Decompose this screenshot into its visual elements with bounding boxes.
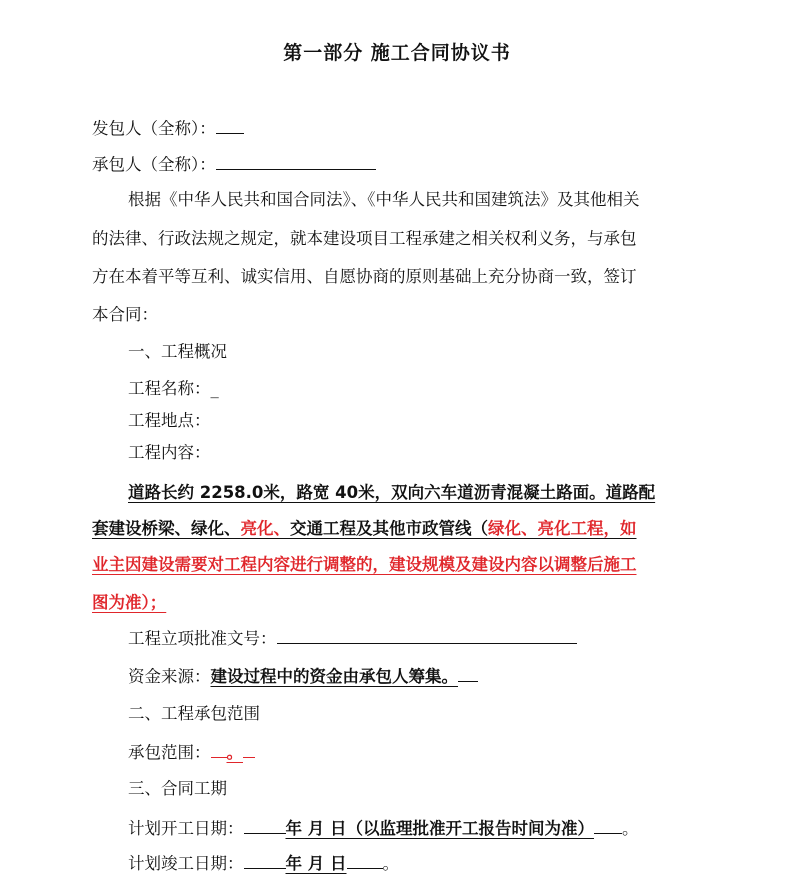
section-heading: 二、工程承包范围 xyxy=(128,704,260,723)
employer-line xyxy=(92,117,244,140)
contractor-line xyxy=(92,153,376,176)
start-date-value: 年 月 日（以监理批准开工报告时间为准） xyxy=(285,819,594,838)
funding-blank xyxy=(458,665,478,682)
preamble-line: 本合同： xyxy=(92,305,158,324)
start-date-label: 计划开工日期： xyxy=(128,819,244,838)
approval-line xyxy=(128,627,577,650)
start-date-line xyxy=(128,817,639,840)
finish-date-blank[interactable] xyxy=(244,852,286,869)
start-date-end: 。 xyxy=(622,819,639,838)
preamble-line: 的法律、行政法规之规定，就本建设项目工程承建之相关权利义务，与承包 xyxy=(92,229,637,248)
project-location-label: 工程地点： xyxy=(128,411,211,430)
content-segment-emphasis: 亮化、 xyxy=(240,519,290,538)
scope-line xyxy=(128,741,255,764)
section-heading: 三、合同工期 xyxy=(128,779,227,798)
finish-date-value: 年 月 日 xyxy=(285,854,347,873)
section-heading: 一、工程概况 xyxy=(128,342,227,361)
project-content-label: 工程内容： xyxy=(128,443,211,462)
scope-blank-tail xyxy=(243,741,255,758)
funding-label: 资金来源： xyxy=(128,667,211,686)
project-content-text: 道路长约 2258.0米，路宽 40米，双向六车道沥青混凝土路面。道路配 xyxy=(128,483,656,502)
scope-label: 承包范围： xyxy=(128,743,211,762)
page-title: 第一部分 施工合同协议书 xyxy=(283,42,511,64)
project-content-text xyxy=(92,518,637,540)
contractor-blank[interactable] xyxy=(216,153,376,170)
finish-date-blank-tail xyxy=(347,852,383,869)
finish-date-end: 。 xyxy=(382,854,399,873)
finish-date-line xyxy=(128,852,399,875)
employer-label: 发包人（全称）： xyxy=(92,119,216,138)
project-content-text: 图为准）； xyxy=(92,593,167,612)
scope-value: 。 xyxy=(226,743,243,762)
content-segment-emphasis: 绿化、亮化工程，如 xyxy=(488,519,637,538)
start-date-blank-tail xyxy=(594,817,622,834)
start-date-blank[interactable] xyxy=(244,817,286,834)
project-name-label: 工程名称：_ xyxy=(128,379,219,398)
scope-blank[interactable] xyxy=(211,741,227,758)
funding-line xyxy=(128,665,478,688)
content-segment: 交通工程及其他市政管线（ xyxy=(290,519,488,538)
employer-blank[interactable] xyxy=(216,117,244,134)
contractor-label: 承包人（全称）： xyxy=(92,155,216,174)
preamble-line: 方在本着平等互利、诚实信用、自愿协商的原则基础上充分协商一致，签订 xyxy=(92,267,637,286)
finish-date-label: 计划竣工日期： xyxy=(128,854,244,873)
approval-label: 工程立项批准文号： xyxy=(128,629,277,648)
funding-value: 建设过程中的资金由承包人筹集。 xyxy=(210,667,458,686)
preamble-line: 根据《中华人民共和国合同法》、《中华人民共和国建筑法》及其他相关 xyxy=(128,190,640,209)
content-segment: 套建设桥梁、绿化、 xyxy=(92,519,241,538)
project-content-text: 业主因建设需要对工程内容进行调整的，建设规模及建设内容以调整后施工 xyxy=(92,555,637,574)
approval-blank[interactable] xyxy=(277,627,577,644)
